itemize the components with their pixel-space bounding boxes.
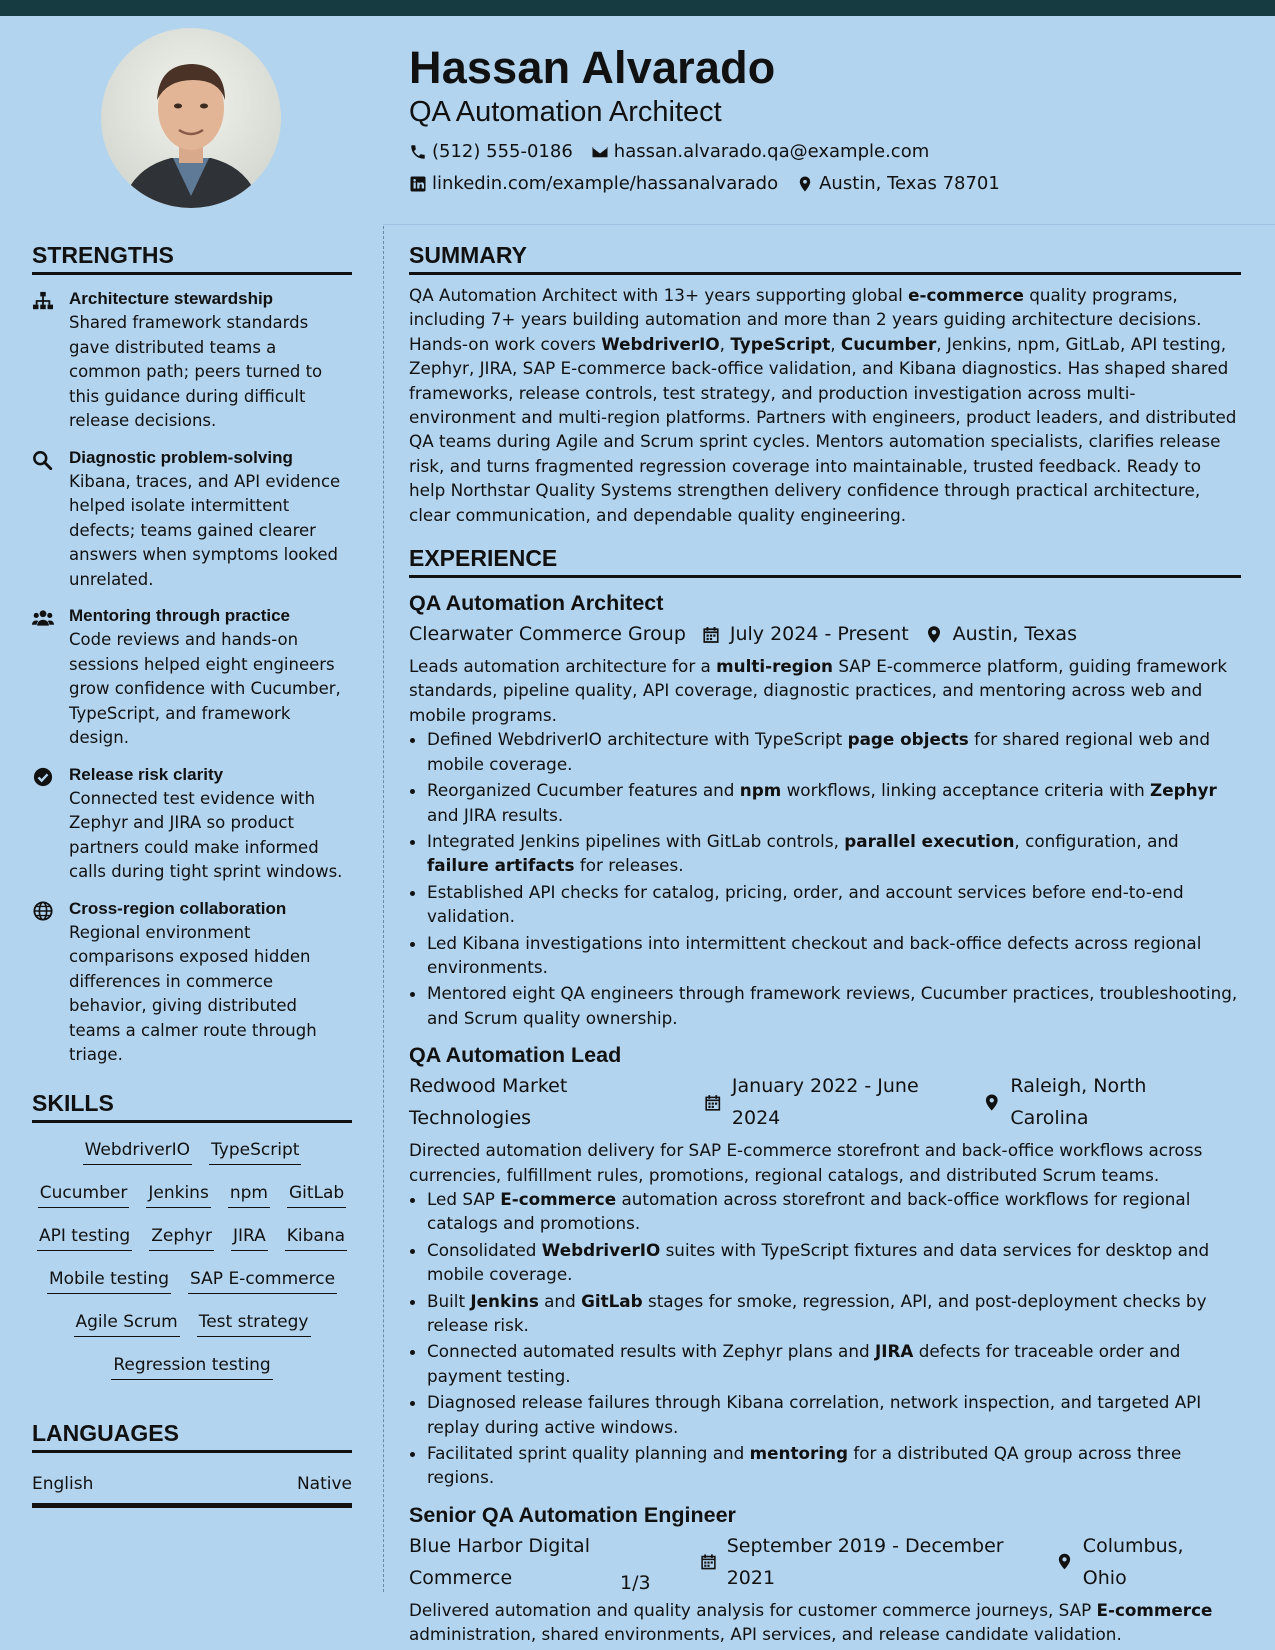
bold-text: parallel execution [844, 830, 1015, 851]
left-column [32, 240, 352, 1508]
strength-item [32, 897, 352, 1068]
strength-body [69, 446, 352, 593]
text-run: Integrated Jenkins pipelines with GitLab controls, [427, 830, 845, 851]
strength-body [69, 763, 352, 885]
calendar-icon [704, 1093, 722, 1112]
skill-chip: SAP E-commerce [188, 1266, 337, 1294]
bullet-item [427, 829, 1241, 878]
text-run: defects for traceable order and payment testing. [427, 1341, 1181, 1386]
skill-row [32, 1309, 352, 1337]
location-text: Columbus, Ohio [1082, 1534, 1184, 1589]
location-text: Austin, Texas [952, 623, 1077, 646]
company-name: Redwood Market Technologies [409, 1075, 568, 1130]
bullet-item [427, 1441, 1241, 1490]
linkedin-text[interactable]: linkedin.com/example/hassanalvarado [432, 173, 779, 194]
bullet-item [427, 1187, 1241, 1236]
dates-text: January 2022 - June 2024 [731, 1075, 919, 1130]
dates-text: September 2019 - December 2021 [726, 1534, 1004, 1589]
strengths-heading: STRENGTHS [32, 240, 352, 275]
email-text[interactable]: hassan.alvarado.qa@example.com [613, 141, 930, 162]
job-location [983, 1070, 1225, 1134]
bold-text: failure artifacts [427, 855, 575, 876]
text-run: Leads automation architecture for a [409, 656, 717, 677]
text-run: Led SAP [427, 1188, 501, 1209]
text-run: , [719, 333, 731, 354]
strength-title: Diagnostic problem-solving [69, 447, 293, 467]
bold-text: page objects [847, 729, 969, 750]
job-title: QA Automation Architect [409, 591, 664, 616]
text-run: and [538, 1290, 582, 1311]
bold-text: E-commerce [1096, 1599, 1213, 1620]
skill-chip: Cucumber [38, 1180, 130, 1208]
skill-chip: Mobile testing [47, 1266, 171, 1294]
strengths-list [32, 287, 352, 1068]
page-number: 1/3 [620, 1572, 651, 1594]
bullet-item [427, 778, 1241, 827]
bold-text: JIRA [874, 1341, 914, 1362]
text-run: QA Automation Architect with 13+ years supporting global [409, 285, 909, 305]
skill-chip: API testing [37, 1223, 132, 1251]
strength-item [32, 763, 352, 885]
map-marker-icon [925, 625, 943, 644]
bold-text: e-commerce [908, 285, 1024, 305]
map-marker-icon [983, 1093, 1001, 1112]
skill-chip: Zephyr [149, 1223, 214, 1251]
skill-row [32, 1137, 352, 1165]
envelope-icon [591, 143, 609, 161]
text-run: Defined WebdriverIO architecture with TypeScript [427, 729, 848, 750]
strength-body [69, 897, 352, 1068]
job-title: Senior QA Automation Engineer [409, 1502, 736, 1527]
dates-text: July 2024 - Present [729, 623, 909, 646]
experience-heading: EXPERIENCE [409, 543, 1241, 578]
bullet-item [427, 1289, 1241, 1338]
skills-list [32, 1137, 352, 1380]
skill-chip: Jenkins [146, 1180, 210, 1208]
skill-row [32, 1266, 352, 1294]
bullet-item [427, 880, 1241, 929]
text-run: , [830, 333, 841, 354]
language-row [32, 1471, 352, 1508]
strength-description: Connected test evidence with Zephyr and JIRA so product partners could make informed calls during tight sprint windows. [69, 788, 343, 881]
text-run: for shared regional web and mobile coverage. [427, 729, 1211, 774]
strength-body [69, 604, 352, 751]
bullet-item [427, 1238, 1241, 1287]
text-run: workflows, linking acceptance criteria with [781, 780, 1151, 801]
linkedin-icon [409, 175, 427, 193]
job-entry [409, 588, 1241, 1030]
company-name: Blue Harbor Digital Commerce [409, 1534, 590, 1589]
experience-list [409, 588, 1241, 1647]
bold-text: npm [739, 780, 782, 801]
column-divider [383, 226, 384, 1592]
skill-row [32, 1223, 352, 1251]
right-column [409, 240, 1241, 1647]
bullet-item [427, 981, 1241, 1030]
job-location [1056, 1530, 1225, 1594]
skill-row [32, 1180, 352, 1208]
bullet-item [427, 1339, 1241, 1388]
skill-chip: Regression testing [111, 1352, 272, 1380]
job-meta [409, 1070, 1241, 1134]
strength-description: Code reviews and hands-on sessions helped eight engineers grow confidence with Cucumber, TypeScript, and framework design. [69, 630, 341, 747]
text-run: suites with TypeScript fixtures and data services for desktop and mobile coverage. [427, 1239, 1210, 1285]
resume-header [409, 42, 1249, 200]
text-run: Built [427, 1290, 471, 1311]
job-bullets [409, 1187, 1241, 1490]
text-run: administration, shared environments, API services, and release candidate validation. [409, 1624, 1122, 1645]
text-run: Directed automation delivery for SAP E-commerce storefront and back-office workflows across currencies, fulfillment rules, promotions, regional catalogs, and distributed Scrum teams. [409, 1140, 1203, 1185]
skill-chip: TypeScript [209, 1137, 301, 1165]
text-run: for a distributed QA group across three regions. [427, 1443, 1182, 1488]
languages-list [32, 1471, 352, 1508]
job-description [409, 1598, 1241, 1647]
text-run: and JIRA results. [427, 804, 564, 825]
strength-title: Cross-region collaboration [69, 898, 287, 918]
skill-chip: Agile Scrum [74, 1309, 180, 1337]
phone-icon [409, 143, 427, 161]
globe-icon [32, 897, 54, 1068]
job-location [925, 618, 1077, 650]
text-run: Established API checks for catalog, pricing, order, and account services before end-to-end validation. [427, 881, 1184, 927]
job-entry [409, 1040, 1241, 1490]
bold-text: TypeScript [730, 333, 831, 354]
calendar-icon [702, 625, 720, 644]
bold-text: Jenkins [470, 1290, 539, 1311]
location-text: Austin, Texas 78701 [819, 173, 1000, 194]
skill-chip: WebdriverIO [83, 1137, 192, 1165]
summary-heading: SUMMARY [409, 240, 1241, 275]
strength-title: Mentoring through practice [69, 606, 290, 625]
job-bullets [409, 727, 1241, 1030]
text-run: quality programs, including 7+ years building automation and more than 2 years guiding architecture decisions. Hands-on work covers [409, 285, 1202, 354]
job-entry [409, 1500, 1241, 1647]
text-run: , Jenkins, npm, GitLab, API testing, Zephyr, JIRA, SAP E-commerce back-office validation, and Kibana diagnostics. Has shaped shared frameworks, release controls, test strategy, and production investigation across multi-environment and multi-region platforms. Partners with engineers, product leaders, and distributed QA teams during Agile and Scrum sprint cycles. Mentors automation specialists, clarifies release risk, and turns fragmented regression coverage into maintainable, trusted feedback. Ready to help Northstar Quality Systems strengthen delivery confidence through practical architecture, clear communication, and dependable quality engineering. [409, 333, 1237, 525]
skill-chip: Test strategy [197, 1309, 311, 1337]
bold-text: E-commerce [500, 1188, 617, 1209]
map-marker-icon [1056, 1552, 1073, 1571]
text-run: , configuration, and [1014, 830, 1179, 851]
text-run: Diagnosed release failures through Kibana correlation, network inspection, and targeted API replay during active windows. [427, 1392, 1202, 1437]
language-name: English [32, 1473, 94, 1494]
phone-contact [409, 136, 573, 168]
bold-text: mentoring [749, 1443, 849, 1464]
languages-heading: LANGUAGES [32, 1418, 352, 1453]
search-icon [32, 446, 54, 593]
bullet-item [427, 931, 1241, 980]
job-meta [409, 1530, 1241, 1594]
strength-item [32, 604, 352, 751]
text-run: Consolidated [427, 1239, 542, 1260]
linkedin-contact[interactable] [409, 168, 778, 200]
text-run: Reorganized Cucumber features and [427, 780, 740, 801]
job-title: QA Automation Lead [409, 1043, 622, 1068]
job-description [409, 1138, 1241, 1187]
map-marker-icon [796, 175, 814, 193]
text-run: for releases. [574, 855, 684, 876]
job-dates [700, 1530, 1040, 1594]
phone-text: (512) 555-0186 [432, 141, 573, 162]
text-run: Connected automated results with Zephyr plans and [427, 1341, 875, 1362]
users-icon [32, 604, 54, 751]
bullet-item [427, 727, 1241, 776]
summary-text [409, 283, 1241, 527]
job-company [409, 618, 686, 650]
bold-text: WebdriverIO [601, 333, 720, 354]
location-contact [796, 168, 1000, 200]
candidate-name: Hassan Alvarado [409, 42, 776, 93]
job-description [409, 654, 1241, 727]
language-level: Native [296, 1473, 352, 1494]
check-circle-icon [32, 763, 54, 885]
job-dates [702, 618, 909, 650]
job-company [409, 1070, 688, 1134]
skill-chip: GitLab [287, 1180, 346, 1208]
top-accent-bar [0, 0, 1275, 16]
bold-text: GitLab [581, 1290, 643, 1311]
company-name: Clearwater Commerce Group [409, 623, 686, 646]
sitemap-icon [32, 287, 54, 434]
job-meta [409, 618, 1241, 650]
email-contact[interactable] [591, 136, 929, 168]
strength-description: Kibana, traces, and API evidence helped isolate intermittent defects; teams gained clearer answers when symptoms looked unrelated. [69, 471, 341, 589]
text-run: Facilitated sprint quality planning and [427, 1443, 750, 1464]
skill-chip: JIRA [231, 1223, 268, 1251]
strength-title: Architecture stewardship [69, 289, 274, 308]
strength-title: Release risk clarity [69, 764, 224, 784]
strength-item [32, 287, 352, 434]
location-text: Raleigh, North Carolina [1010, 1075, 1147, 1130]
strength-item [32, 446, 352, 593]
strength-body [69, 287, 352, 434]
bold-text: WebdriverIO [541, 1239, 661, 1260]
text-run: Delivered automation and quality analysis for customer commerce journeys, SAP [409, 1599, 1097, 1620]
skill-chip: Kibana [285, 1223, 347, 1251]
text-run: SAP E-commerce platform, guiding framework standards, pipeline quality, API coverage, diagnostic practices, and mentoring across web and mobile programs. [409, 656, 1228, 725]
text-run: stages for smoke, regression, API, and post-deployment checks by release risk. [427, 1290, 1207, 1335]
bold-text: Cucumber [840, 333, 937, 354]
skill-chip: npm [228, 1180, 270, 1208]
text-run: Mentored eight QA engineers through framework reviews, Cucumber practices, troubleshooting, and Scrum quality ownership. [427, 983, 1238, 1028]
header-divider [383, 224, 1275, 225]
text-run: automation across storefront and back-office workflows for regional catalogs and promotions. [427, 1188, 1191, 1234]
bold-text: Zephyr [1150, 780, 1217, 801]
strength-description: Regional environment comparisons exposed hidden differences in commerce behavior, giving distributed teams a calmer route through triage. [69, 922, 317, 1064]
bold-text: multi-region [716, 656, 833, 677]
profile-photo [101, 28, 281, 208]
calendar-icon [700, 1552, 717, 1571]
text-run: Led Kibana investigations into intermittent checkout and back-office defects across regional environments. [427, 932, 1202, 977]
job-dates [704, 1070, 967, 1134]
bullet-item [427, 1390, 1241, 1439]
candidate-title: QA Automation Architect [409, 96, 722, 128]
strength-description: Shared framework standards gave distributed teams a common path; peers turned to this guidance during difficult release decisions. [69, 313, 323, 430]
skill-row [32, 1352, 352, 1380]
skills-heading: SKILLS [32, 1088, 352, 1123]
